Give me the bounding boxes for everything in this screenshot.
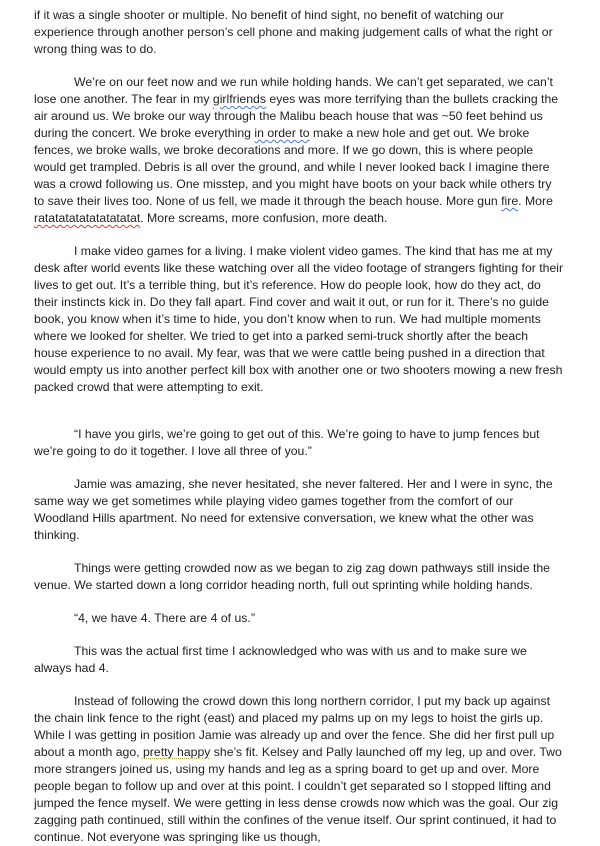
paragraph-9-text-a: Instead of following the crowd down this long northern corridor, I put my back up against the chain link fence to the right (east) and placed my palms up on my legs to hoist the girls up. While I was getting in position Jamie was already up and over the fence. She did her first pull up about a month ago, bbox=[34, 694, 555, 759]
paragraph-6 bbox=[34, 560, 564, 594]
paragraph-7 bbox=[34, 610, 564, 627]
paragraph-2 bbox=[34, 74, 564, 227]
paragraph-1 bbox=[34, 7, 564, 58]
paragraph-2-text-g: . More bbox=[518, 194, 553, 208]
grammar-flag-fire: fire bbox=[501, 194, 519, 208]
spell-flag-ratatat: ratatatatatatatatatat bbox=[34, 211, 141, 225]
paragraph-9 bbox=[34, 693, 564, 846]
paragraph-8-text: This was the actual first time I acknowledged who was with us and to make sure we always had 4. bbox=[34, 644, 527, 675]
paragraph-5 bbox=[34, 476, 564, 544]
grammar-flag-in-order-to: in order to bbox=[254, 126, 310, 140]
paragraph-1-text: if it was a single shooter or multiple. No benefit of hind sight, no benefit of watching our experience through another person’s cell phone and making judgement calls of what the right or wrong thing was to do. bbox=[34, 8, 553, 56]
paragraph-6-text: Things were getting crowded now as we began to zig zag down pathways still inside the venue. We started down a long corridor heading north, full out sprinting while holding hands. bbox=[34, 561, 550, 592]
paragraph-9-text-c: she’s fit. Kelsey and Pally launched off my leg, up and over. Two more strangers joined us, using my hands and leg as a spring board to get up and over. More people began to follow up and over at this point. I couldn’t get separated so I stopped lifting and jumped the fence myself. We were getting in less dense crowds now which was the goal. Our zig zagging path continued, still within the confines of the venue itself. Our sprint continued, it had to continue. Not everyone was springing like us though, bbox=[34, 745, 562, 844]
paragraph-2-text-e: make a new hole and get out. We broke fences, we broke walls, we broke decorations and more. If we go down, this is where people would get trampled. Debris is all over the ground, and while I never looked back I imagine there was a crowd following us. One misstep, and you might have boots on your back while others try to save their lives too. None of us fell, we made it through the beach house. More gun bbox=[34, 126, 552, 208]
paragraph-2-text-i: . More screams, more confusion, more death. bbox=[140, 211, 388, 225]
paragraph-8 bbox=[34, 643, 564, 677]
paragraph-3-text: I make video games for a living. I make violent video games. The kind that has me at my desk after world events like these watching over all the video footage of strangers fighting for their lives to get out. It’s a terrible thing, but it’s reference. How do people look, how do they act, do their instincts kick in. Do they fall apart. Find cover and wait it out, or run for it. There’s no guide book, you know when it’s time to hide, you don’t know when to run. We had multiple moments where we looked for shelter. We tried to get into a parked semi-truck shortly after the beach house experience to no avail. My fear, was that we were cattle being pushed in a direction that would empty us into another perfect kill box with another one or two shooters mowing a new fresh packed crowd that were attempting to exit. bbox=[34, 244, 564, 394]
paragraph-5-text: Jamie was amazing, she never hesitated, she never faltered. Her and I were in sync, the same way we get sometimes while playing video games together from the comfort of our Woodland Hills apartment. No need for extensive conversation, we knew what the other was thinking. bbox=[34, 477, 553, 542]
spell-flag-girlfriends: girlfriends bbox=[212, 92, 266, 106]
paragraph-3 bbox=[34, 243, 564, 396]
paragraph-7-text: “4, we have 4. There are 4 of us.” bbox=[74, 611, 255, 625]
paragraph-4-text: “I have you girls, we’re going to get out of this. We’re going to have to jump fences but we’re going to do it together. I love all three of you.” bbox=[34, 427, 540, 458]
paragraph-2-text-a: We’re on our feet now and we run while holding hands. We can’t get separated, we can’t lose one another. The fear in my bbox=[34, 75, 553, 106]
grammar-flag-pretty-happy: pretty happy bbox=[142, 745, 211, 759]
paragraph-4 bbox=[34, 426, 564, 460]
paragraph-2-text-c: eyes was more terrifying than the bullets cracking the air around us. We broke our way through the Malibu beach house that was ~50 feet behind us during the concert. We broke everything bbox=[34, 92, 559, 140]
